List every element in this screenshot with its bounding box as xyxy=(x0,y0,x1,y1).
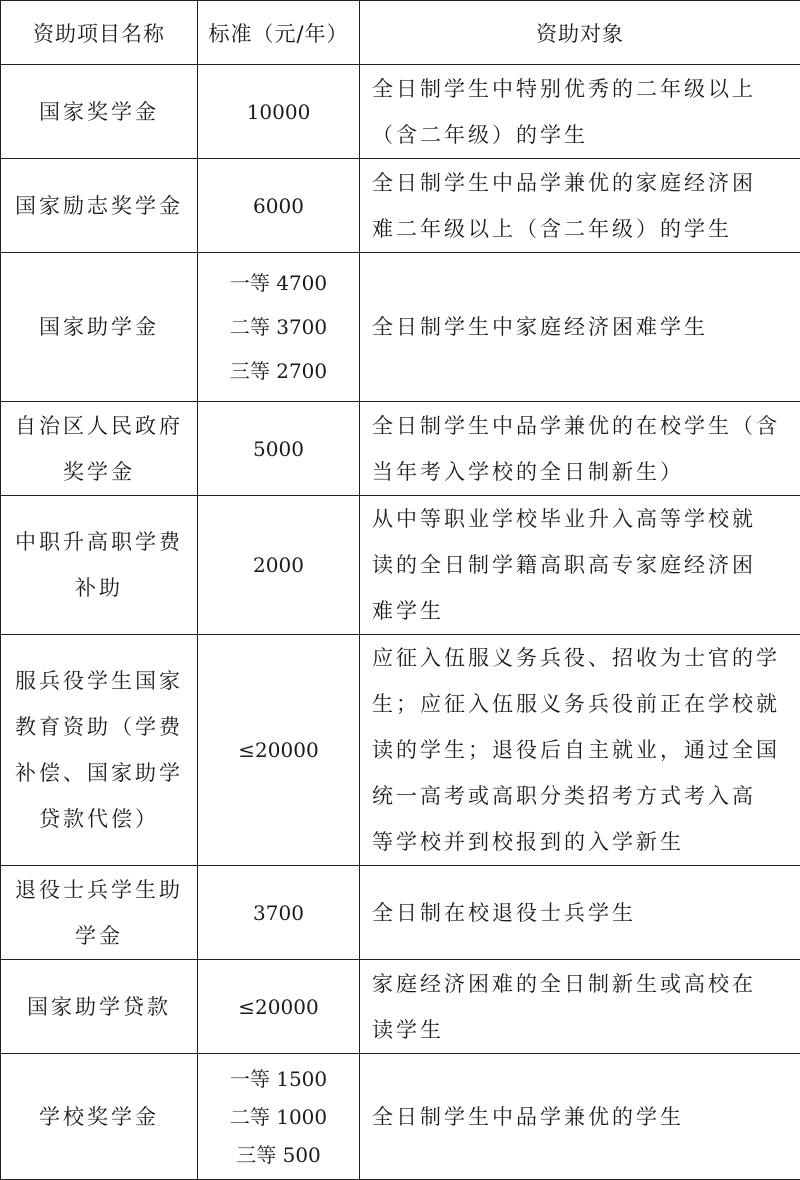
standard-amount: 2000 xyxy=(198,543,359,587)
standard-cell xyxy=(198,253,360,402)
table-row xyxy=(1,496,800,635)
project-name: 贷款代偿） xyxy=(7,796,191,842)
standard-amount: ≤20000 xyxy=(198,728,359,772)
project-name-cell xyxy=(1,253,198,402)
standard-cell xyxy=(198,960,360,1054)
target-line: 全日制学生中品学兼优的在校学生（含 xyxy=(372,403,792,449)
standard-amount: 二等 1000 xyxy=(198,1098,359,1136)
project-name-cell xyxy=(1,635,198,866)
project-name: 学金 xyxy=(7,913,191,959)
project-name: 国家助学贷款 xyxy=(7,984,191,1030)
target-line: 家庭经济困难的全日制新生或高校在 xyxy=(372,961,792,1007)
table-row xyxy=(1,402,800,496)
project-name: 国家奖学金 xyxy=(7,89,191,135)
target-line: 全日制学生中品学兼优的学生 xyxy=(372,1094,792,1140)
project-name-cell xyxy=(1,866,198,960)
target-line: 读的学生；退役后自主就业，通过全国 xyxy=(372,727,792,773)
table-row xyxy=(1,1054,800,1180)
project-name: 服兵役学生国家 xyxy=(7,658,191,704)
target-line: 全日制在校退役士兵学生 xyxy=(372,890,792,936)
target-line: 当年考入学校的全日制新生） xyxy=(372,449,792,495)
project-name-cell xyxy=(1,960,198,1054)
standard-amount: 6000 xyxy=(198,184,359,228)
target-line: 读学生 xyxy=(372,1007,792,1053)
table-row xyxy=(1,159,800,253)
standard-amount: 10000 xyxy=(198,90,359,134)
project-name: 学校奖学金 xyxy=(7,1094,191,1140)
target-cell xyxy=(360,635,800,866)
project-name: 奖学金 xyxy=(7,449,191,495)
standard-cell xyxy=(198,159,360,253)
header-target: 资助对象 xyxy=(360,1,800,65)
target-line: 统一高考或高职分类招考方式考入高 xyxy=(372,773,792,819)
standard-cell xyxy=(198,866,360,960)
project-name-cell xyxy=(1,402,198,496)
standard-cell xyxy=(198,1054,360,1180)
project-name: 中职升高职学费 xyxy=(7,519,191,565)
header-row xyxy=(1,1,800,65)
standard-cell xyxy=(198,635,360,866)
target-line: 难二年级以上（含二年级）的学生 xyxy=(372,206,792,252)
standard-cell xyxy=(198,496,360,635)
project-name: 国家励志奖学金 xyxy=(7,183,191,229)
standard-amount: 三等 500 xyxy=(198,1136,359,1174)
project-name: 补助 xyxy=(7,565,191,611)
standard-amount: 二等 3700 xyxy=(198,305,359,349)
project-name: 补偿、国家助学 xyxy=(7,750,191,796)
target-cell xyxy=(360,159,800,253)
target-line: 等学校并到校报到的入学新生 xyxy=(372,819,792,865)
standard-amount: 三等 2700 xyxy=(198,349,359,393)
standard-amount: 3700 xyxy=(198,891,359,935)
project-name-cell xyxy=(1,1054,198,1180)
table-row xyxy=(1,960,800,1054)
standard-amount: 一等 1500 xyxy=(198,1060,359,1098)
project-name: 退役士兵学生助 xyxy=(7,867,191,913)
header-standard: 标准（元/年） xyxy=(198,1,360,65)
table-row xyxy=(1,253,800,402)
header-project-name: 资助项目名称 xyxy=(1,1,198,65)
project-name: 教育资助（学费 xyxy=(7,704,191,750)
standard-cell xyxy=(198,65,360,159)
standard-amount: 一等 4700 xyxy=(198,261,359,305)
standard-amount: 5000 xyxy=(198,427,359,471)
target-cell xyxy=(360,1054,800,1180)
table-row xyxy=(1,65,800,159)
project-name-cell xyxy=(1,159,198,253)
table-row xyxy=(1,866,800,960)
target-line: 全日制学生中品学兼优的家庭经济困 xyxy=(372,160,792,206)
target-cell xyxy=(360,496,800,635)
target-line: 难学生 xyxy=(372,588,792,634)
project-name-cell xyxy=(1,65,198,159)
target-cell xyxy=(360,866,800,960)
target-line: 全日制学生中家庭经济困难学生 xyxy=(372,304,792,350)
project-name-cell xyxy=(1,496,198,635)
standard-amount: ≤20000 xyxy=(198,985,359,1029)
target-line: 全日制学生中特别优秀的二年级以上 xyxy=(372,66,792,112)
target-line: （含二年级）的学生 xyxy=(372,112,792,158)
target-cell xyxy=(360,960,800,1054)
target-line: 读的全日制学籍高职高专家庭经济困 xyxy=(372,542,792,588)
target-cell xyxy=(360,65,800,159)
target-line: 应征入伍服义务兵役、招收为士官的学 xyxy=(372,635,792,681)
table-row xyxy=(1,635,800,866)
project-name: 国家助学金 xyxy=(7,304,191,350)
target-cell xyxy=(360,253,800,402)
target-line: 生；应征入伍服义务兵役前正在学校就 xyxy=(372,681,792,727)
project-name: 自治区人民政府 xyxy=(7,403,191,449)
target-cell xyxy=(360,402,800,496)
standard-cell xyxy=(198,402,360,496)
target-line: 从中等职业学校毕业升入高等学校就 xyxy=(372,496,792,542)
